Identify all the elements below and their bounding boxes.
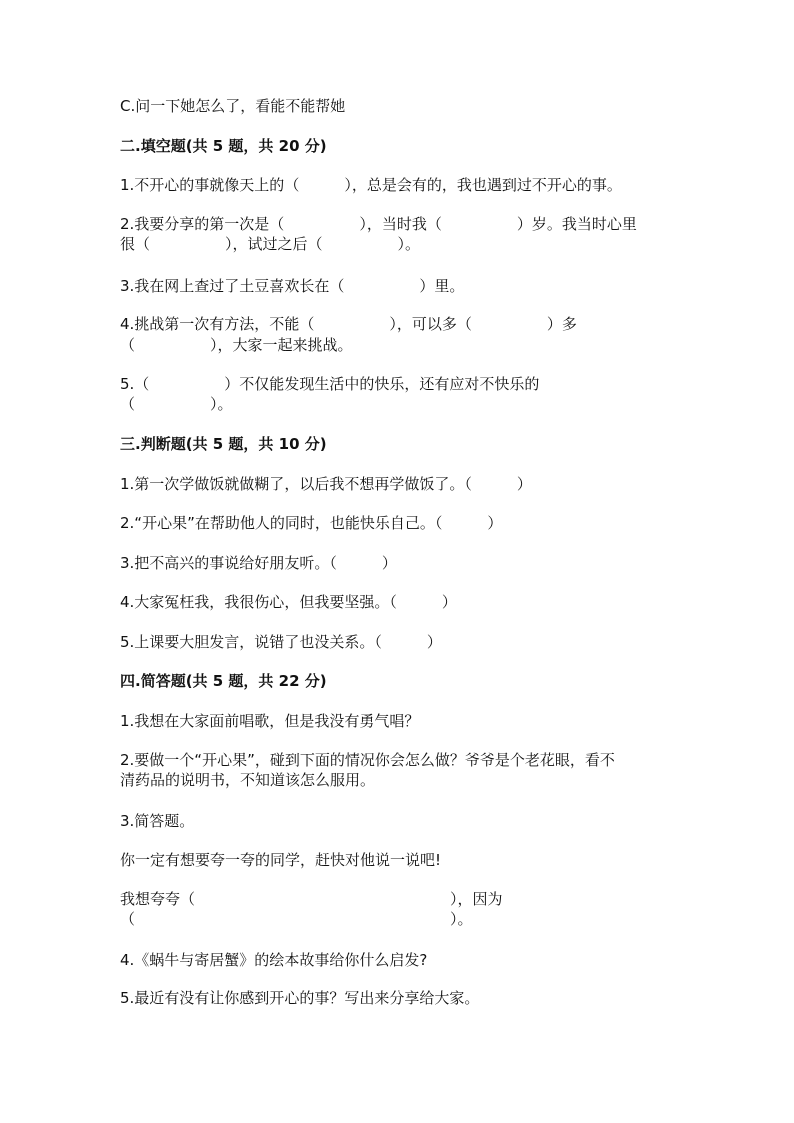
section-heading-judgment: 三.判断题(共 5 题，共 10 分) [120, 435, 327, 453]
fill-in-question-5-line-1: 5.（ ）不仅能发现生活中的快乐，还有应对不快乐的 [120, 375, 540, 393]
judgment-question-2: 2.“开心果”在帮助他人的同时，也能快乐自己。（ ） [120, 514, 503, 532]
answer-option-c: C.问一下她怎么了，看能不能帮她 [120, 97, 346, 115]
fill-in-question-1: 1.不开心的事就像天上的（ ），总是会有的，我也遇到过不开心的事。 [120, 176, 622, 194]
judgment-question-3: 3.把不高兴的事说给好朋友听。（ ） [120, 554, 397, 572]
fill-in-question-5-line-2: （ ）。 [120, 395, 233, 413]
short-answer-question-5: 5.最近有没有让你感到开心的事？写出来分享给大家。 [120, 989, 480, 1007]
short-answer-question-3-fill-line-1: 我想夸夸（ ），因为 [120, 890, 503, 908]
short-answer-question-2-line-1: 2.要做一个“开心果”，碰到下面的情况你会怎么做？爷爷是个老花眼，看不 [120, 751, 615, 769]
short-answer-question-4: 4.《蜗牛与寄居蟹》的绘本故事给你什么启发? [120, 951, 428, 969]
fill-in-question-2-line-2: 很（ ），试过之后（ ）。 [120, 235, 421, 253]
section-heading-fill-in: 二.填空题(共 5 题，共 20 分) [120, 137, 327, 155]
fill-in-question-4-line-1: 4.挑战第一次有方法，不能（ ），可以多（ ）多 [120, 315, 577, 333]
short-answer-question-2-line-2: 清药品的说明书，不知道该怎么服用。 [120, 771, 376, 789]
short-answer-question-1: 1.我想在大家面前唱歌，但是我没有勇气唱？ [120, 712, 420, 730]
fill-in-question-4-line-2: （ ），大家一起来挑战。 [120, 336, 353, 354]
judgment-question-1: 1.第一次学做饭就做糊了，以后我不想再学做饭了。（ ） [120, 475, 532, 493]
short-answer-question-3-fill-line-2: （ ）。 [120, 910, 473, 928]
judgment-question-5: 5.上课要大胆发言，说错了也没关系。（ ） [120, 633, 442, 651]
fill-in-question-3: 3.我在网上查过了土豆喜欢长在（ ）里。 [120, 277, 465, 295]
section-heading-short-answer: 四.简答题(共 5 题，共 22 分) [120, 672, 327, 690]
short-answer-question-3-prompt: 你一定有想要夸一夸的同学，赶快对他说一说吧! [120, 851, 442, 869]
fill-in-question-2-line-1: 2.我要分享的第一次是（ ），当时我（ ）岁。我当时心里 [120, 215, 637, 233]
short-answer-question-3: 3.简答题。 [120, 812, 195, 830]
judgment-question-4: 4.大家冤枉我，我很伤心，但我要坚强。（ ） [120, 593, 457, 611]
